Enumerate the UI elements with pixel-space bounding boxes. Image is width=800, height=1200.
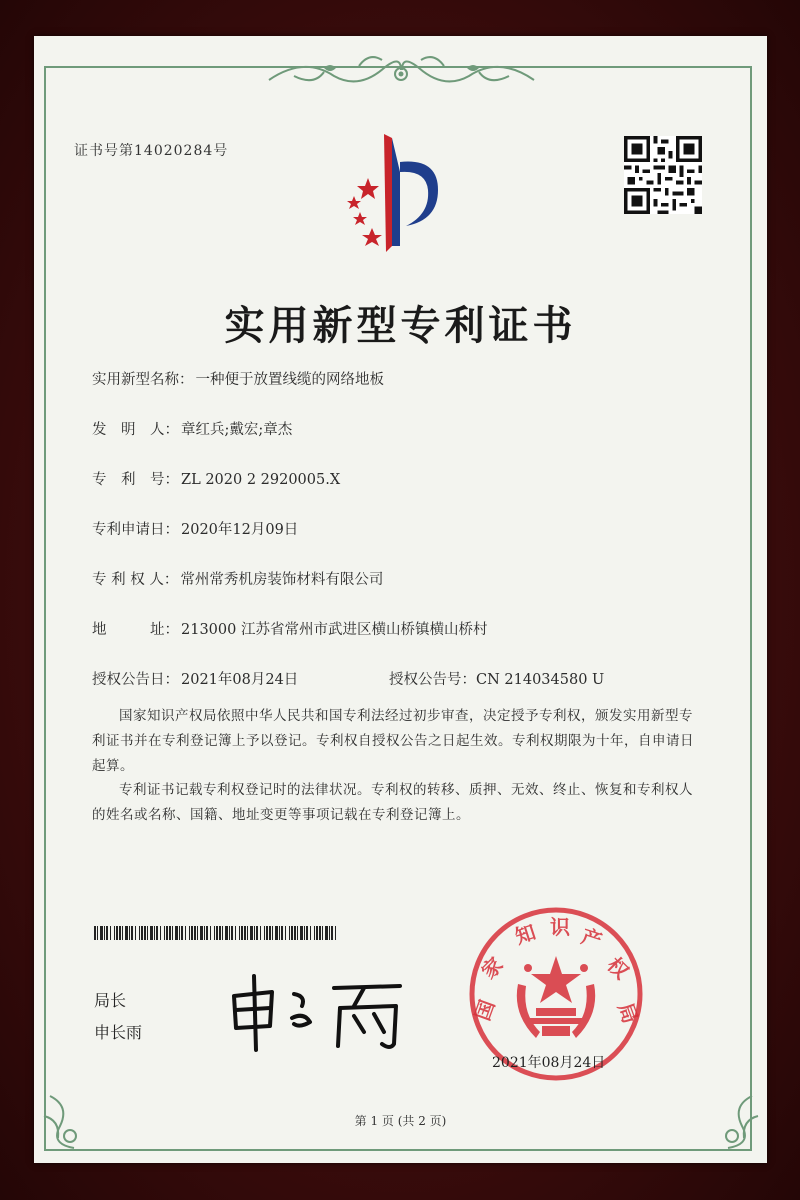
field-value: 章红兵;戴宏;章杰 <box>181 422 293 438</box>
barcode-bar <box>189 926 190 940</box>
svg-text:识: 识 <box>550 915 570 939</box>
barcode-bar <box>314 926 315 940</box>
field-label: 发 明 人： <box>92 422 179 438</box>
barcode-bar <box>194 926 196 940</box>
barcode-bar <box>106 926 108 940</box>
barcode-bar <box>110 926 111 940</box>
barcode-bar <box>116 926 118 940</box>
barcode-bar <box>100 926 103 940</box>
barcode-bar <box>181 926 183 940</box>
field-label: 专 利 号： <box>92 472 179 488</box>
barcode-bar <box>135 926 136 940</box>
legal-status-paragraph: 专利证书记载专利权登记时的法律状况。专利权的转移、质押、无效、终止、恢复和专利权人的姓名或名称、国籍、地址变更等事项记载在专利登记簿上。 <box>92 782 693 823</box>
field-label: 地 址： <box>92 622 179 638</box>
field-value: 2021年08月24日 <box>181 672 299 688</box>
svg-text:局: 局 <box>613 999 643 1027</box>
field-patent-number <box>92 468 340 489</box>
field-inventors <box>92 418 292 439</box>
barcode-bar <box>319 926 321 940</box>
barcode-bar <box>94 926 96 940</box>
field-value: ZL 2020 2 2920005.X <box>181 472 341 488</box>
barcode-bar <box>222 926 223 940</box>
certificate-title: 实用新型专利证书 <box>224 302 577 349</box>
svg-text:知: 知 <box>512 919 539 949</box>
barcode-bar <box>256 926 258 940</box>
barcode-bar <box>260 926 261 940</box>
director-name: 申长雨 <box>94 1023 143 1042</box>
barcode-bar <box>331 926 333 940</box>
field-grant-date <box>92 668 298 689</box>
barcode-bar <box>204 926 205 940</box>
page-number: 第 1 页 (共 2 页) <box>354 1114 447 1128</box>
barcode-bar <box>294 926 296 940</box>
barcode-bar <box>266 926 268 940</box>
barcode-bar <box>150 926 153 940</box>
barcode-bar <box>219 926 221 940</box>
barcode-bar <box>291 926 293 940</box>
field-value: 2020年12月09日 <box>181 522 299 538</box>
field-value: 一种便于放置线缆的网络地板 <box>195 372 384 388</box>
barcode-bar <box>306 926 308 940</box>
barcode-bar <box>216 926 218 940</box>
barcode-bar <box>329 926 330 940</box>
svg-text:家: 家 <box>476 952 508 984</box>
barcode-bar <box>231 926 233 940</box>
barcode-bar <box>185 926 186 940</box>
field-value: 213000 江苏省常州市武进区横山桥镇横山桥村 <box>181 622 488 638</box>
certificate-number: 证书号第14020284号 <box>74 143 229 159</box>
field-value: 常州常秀机房装饰材料有限公司 <box>180 572 384 588</box>
barcode-bar <box>169 926 171 940</box>
barcode-bar <box>281 926 283 940</box>
handwritten-signature <box>214 966 414 1056</box>
barcode-bar <box>191 926 193 940</box>
barcode-bar <box>322 926 323 940</box>
barcode-bar <box>229 926 230 940</box>
field-utility-model-name <box>92 368 384 389</box>
director-title: 局长 <box>94 991 127 1010</box>
barcode-bar <box>104 926 105 940</box>
barcode-bar <box>297 926 298 940</box>
field-value: CN 214034580 U <box>476 672 605 688</box>
barcode-bar <box>129 926 130 940</box>
field-label: 专 利 权 人： <box>92 572 179 588</box>
barcode-bar <box>197 926 198 940</box>
svg-text:产: 产 <box>578 923 605 953</box>
field-patentee <box>92 568 383 589</box>
barcode-bar <box>239 926 240 940</box>
field-announcement-number <box>389 668 604 689</box>
barcode-bar <box>210 926 211 940</box>
barcode-bar <box>147 926 148 940</box>
barcode-bar <box>275 926 278 940</box>
barcode-bar <box>289 926 290 940</box>
barcode-bar <box>310 926 311 940</box>
barcode-bar <box>206 926 208 940</box>
barcode-bar <box>119 926 121 940</box>
field-label: 授权公告日： <box>92 672 179 688</box>
barcode-icon <box>94 926 339 940</box>
barcode-bar <box>279 926 280 940</box>
barcode-bar <box>247 926 248 940</box>
barcode-bar <box>300 926 303 940</box>
barcode-bar <box>97 926 98 940</box>
barcode-bar <box>269 926 271 940</box>
barcode-bar <box>141 926 143 940</box>
barcode-bar <box>114 926 115 940</box>
barcode-bar <box>175 926 178 940</box>
field-label: 专利申请日： <box>92 522 179 538</box>
barcode-bar <box>272 926 273 940</box>
field-address <box>92 618 487 639</box>
barcode-bar <box>264 926 265 940</box>
seal-date: 2021年08月24日 <box>492 1055 606 1071</box>
certificate-paper <box>34 36 767 1163</box>
barcode-bar <box>166 926 168 940</box>
svg-text:国: 国 <box>470 996 500 1024</box>
svg-text:权: 权 <box>602 952 634 984</box>
barcode-bar <box>125 926 128 940</box>
top-ornament-icon <box>264 46 539 92</box>
field-label: 实用新型名称： <box>92 372 194 388</box>
barcode-bar <box>250 926 253 940</box>
barcode-bar <box>335 926 336 940</box>
barcode-bar <box>225 926 228 940</box>
barcode-bar <box>154 926 155 940</box>
barcode-bar <box>285 926 286 940</box>
field-label: 授权公告号： <box>389 672 476 688</box>
barcode-bar <box>254 926 255 940</box>
barcode-bar <box>172 926 173 940</box>
barcode-bar <box>235 926 236 940</box>
barcode-bar <box>325 926 328 940</box>
cnipa-emblem-icon <box>334 128 454 258</box>
qr-code-icon <box>624 136 702 214</box>
barcode-bar <box>160 926 161 940</box>
barcode-bar <box>131 926 133 940</box>
barcode-bar <box>316 926 318 940</box>
barcode-bar <box>122 926 123 940</box>
barcode-bar <box>164 926 165 940</box>
barcode-bar <box>156 926 158 940</box>
grant-statement-paragraph: 国家知识产权局依照中华人民共和国专利法经过初步审查，决定授予专利权，颁发实用新型专利证书并在专利登记簿上予以登记。专利权自授权公告之日起生效。专利权期限为十年，自申请日起算。 <box>92 708 694 774</box>
barcode-bar <box>244 926 246 940</box>
barcode-bar <box>200 926 203 940</box>
field-application-date <box>92 518 298 539</box>
barcode-bar <box>241 926 243 940</box>
barcode-bar <box>179 926 180 940</box>
barcode-bar <box>139 926 140 940</box>
barcode-bar <box>214 926 215 940</box>
barcode-bar <box>304 926 305 940</box>
barcode-bar <box>144 926 146 940</box>
